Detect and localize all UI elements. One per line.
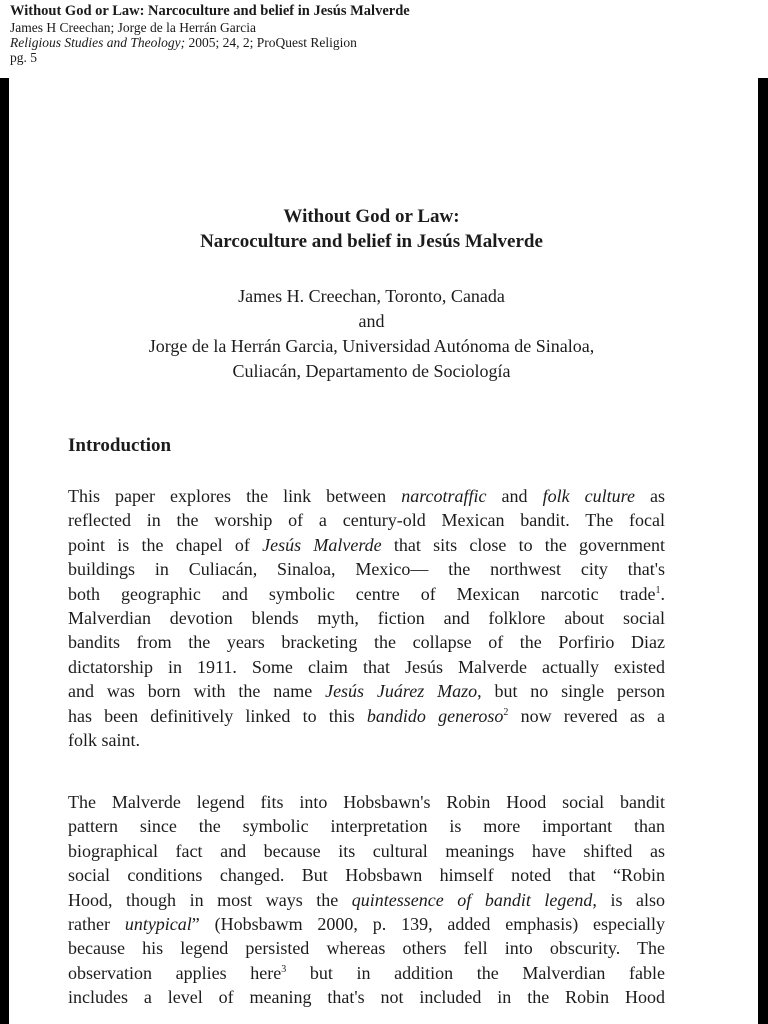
paragraph-2-line: social conditions changed. But Hobsbawn himself noted that “Robin xyxy=(68,865,665,886)
citation-authors: James H Creechan; Jorge de la Herrán Garcia xyxy=(10,20,257,35)
section-heading-introduction: Introduction xyxy=(68,435,172,456)
paragraph-1-line: folk saint. xyxy=(68,729,140,750)
footnote-marker: 3 xyxy=(281,963,287,975)
paragraph-1-line: dictatorship in 1911. Some claim that Jesús Malverde actually existed xyxy=(68,656,665,677)
paper-title-line-2: Narcoculture and belief in Jesús Malverde xyxy=(200,231,543,252)
paragraph-1 xyxy=(68,484,665,752)
citation-source xyxy=(10,35,750,50)
paragraph-1-line: bandits from the years bracketing the collapse of the Porfirio Diaz xyxy=(68,632,665,653)
paragraph-2-line: pattern since the symbolic interpretation is more important than xyxy=(68,816,665,837)
citation-header xyxy=(10,3,750,65)
paragraph-1-line: and was born with the name Jesús Juárez Mazo, but no single person xyxy=(68,681,665,702)
paragraph-1-line: both geographic and symbolic centre of Mexican narcotic trade$^1$. xyxy=(68,583,665,604)
paragraph-1-line: Malverdian devotion blends myth, fiction and folklore about social xyxy=(68,607,665,628)
author-1: James H. Creechan, Toronto, Canada xyxy=(238,286,505,306)
paragraph-2-line: rather untypical” (Hobsbawm 2000, p. 139, added emphasis) especially xyxy=(68,913,666,934)
paragraph-2-line: The Malverde legend fits into Hobsbawn's Robin Hood social bandit xyxy=(68,792,665,812)
citation-journal: Religious Studies and Theology; xyxy=(10,35,186,50)
paragraph-2-line: biographical fact and because its cultural meanings have shifted as xyxy=(68,840,665,861)
scanned-page xyxy=(9,78,758,1024)
paragraph-1-line: point is the chapel of Jesús Malverde that sits close to the government xyxy=(68,534,666,555)
paragraph-2 xyxy=(68,790,665,1010)
footnote-marker: 2 xyxy=(503,706,509,718)
paper-authors xyxy=(68,284,675,384)
paragraph-1-line: has been definitively linked to this bandido generoso$^2$ now revered as a xyxy=(68,705,665,726)
paragraph-1-line: buildings in Culiacán, Sinaloa, Mexico— the northwest city that's xyxy=(68,559,665,580)
paragraph-2-line: Hood, though in most ways the quintessence of bandit legend, is also xyxy=(68,889,665,910)
author-conjunction: and xyxy=(358,311,385,331)
citation-title: Without God or Law: Narcoculture and belief in Jesús Malverde xyxy=(10,3,410,19)
paragraph-1-line: reflected in the worship of a century-old Mexican bandit. The focal xyxy=(68,510,665,531)
footnote-marker: 1 xyxy=(655,584,661,596)
scanned-page-border xyxy=(0,78,768,1024)
author-2-line-1: Jorge de la Herrán Garcia, Universidad Autónoma de Sinaloa, xyxy=(148,336,595,356)
citation-details: 2005; 24, 2; ProQuest Religion xyxy=(185,35,357,50)
citation-page: pg. 5 xyxy=(10,50,37,65)
paragraph-2-line: because his legend persisted whereas others fell into obscurity. The xyxy=(68,938,665,959)
paragraph-2-line: includes a level of meaning that's not included in the Robin Hood xyxy=(68,987,665,1008)
paragraph-2-line: observation applies here$^3$ but in addition the Malverdian fable xyxy=(68,962,665,983)
paragraph-1-line: This paper explores the link between narcotraffic and folk culture as xyxy=(68,486,665,506)
author-2-line-2: Culiacán, Departamento de Sociología xyxy=(232,361,511,381)
paper-title-line-1: Without God or Law: xyxy=(283,206,460,227)
paper-title xyxy=(68,204,675,254)
